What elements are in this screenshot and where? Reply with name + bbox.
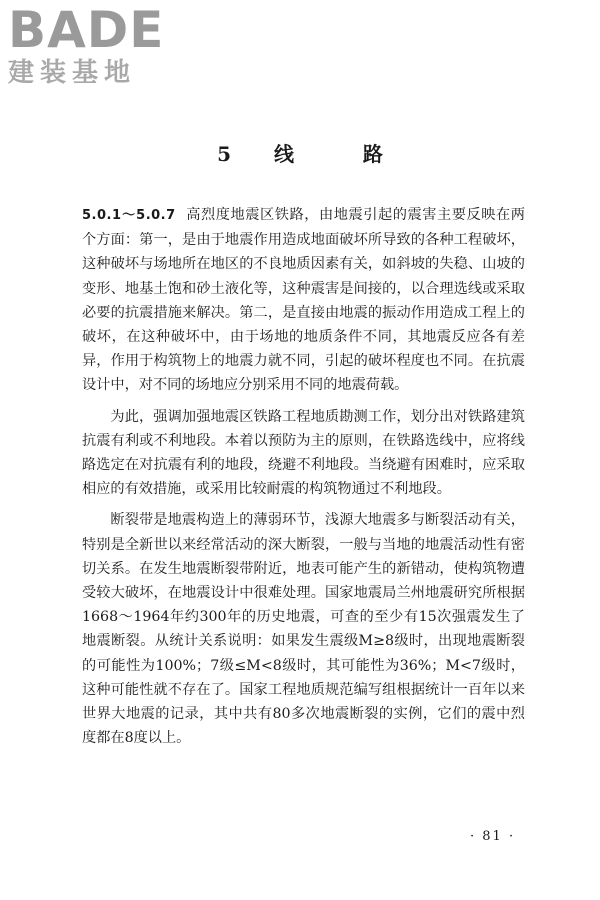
logo [8, 1, 178, 88]
chapter-number: 5 [217, 142, 231, 166]
clause-reference: 5.0.1～5.0.7 [82, 208, 176, 223]
chapter-title-char-1: 线 [273, 142, 294, 166]
chapter-title [0, 138, 600, 167]
page-number: · 81 · [470, 829, 516, 844]
paragraph-1-text: 高烈度地震区铁路，由地震引起的震害主要反映在两个方面：第一，是由于地震作用造成地面破坏所导致的各种工程破坏，这种破坏与场地所在地区的不良地质因素有关，如斜坡的失稳、山坡的变形、地基土饱和砂土液化等，这种震害是间接的，以合理选线或采取必要的抗震措施来解决。第二，是直接由地震的振动作用造成工程上的破坏，在这种破坏中，由于场地的地质条件不同，其地震反应各有差异，作用于构筑物上的地震力就不同，引起的破坏程度也不同。在抗震设计中，对不同的场地应分别采用不同的地震荷载。 [82, 207, 525, 394]
chapter-title-char-2: 路 [362, 142, 383, 166]
body-text [82, 203, 525, 757]
paragraph-1 [82, 203, 525, 398]
paragraph-2: 为此，强调加强地震区铁路工程地质勘测工作，划分出对铁路建筑抗震有利或不利地段。本着以预防为主的原则，在铁路选线中，应将线路选定在对抗震有利的地段，绕避不利地段。当绕避有困难时，应采取相应的有效措施，或采用比较耐震的构筑物通过不利地段。 [82, 408, 525, 498]
paragraph-3: 断裂带是地震构造上的薄弱环节，浅源大地震多与断裂活动有关，特别是全新世以来经常活动的深大断裂，一般与当地的地震活动性有密切关系。在发生地震断裂带附近，地表可能产生的新错动，使构筑物遭受较大破坏，在地震设计中很难处理。国家地震局兰州地震研究所根据1668～1964年约300年的历史地震，可查的至少有15次强震发生了地震断裂。从统计关系说明：如果发生震级M≥8级时，出现地震断裂的可能性为100%；7级≤M<8级时，其可能性为36%；M<7级时，这种可能性就不存在了。国家工程地质规范编写组根据统计一百年以来世界大地震的记录，其中共有80多次地震断裂的实例，它们的震中烈度都在8度以上。 [82, 512, 525, 747]
logo-subtitle: 建装基地 [8, 58, 137, 88]
logo-brand-text: BADE [8, 1, 165, 59]
